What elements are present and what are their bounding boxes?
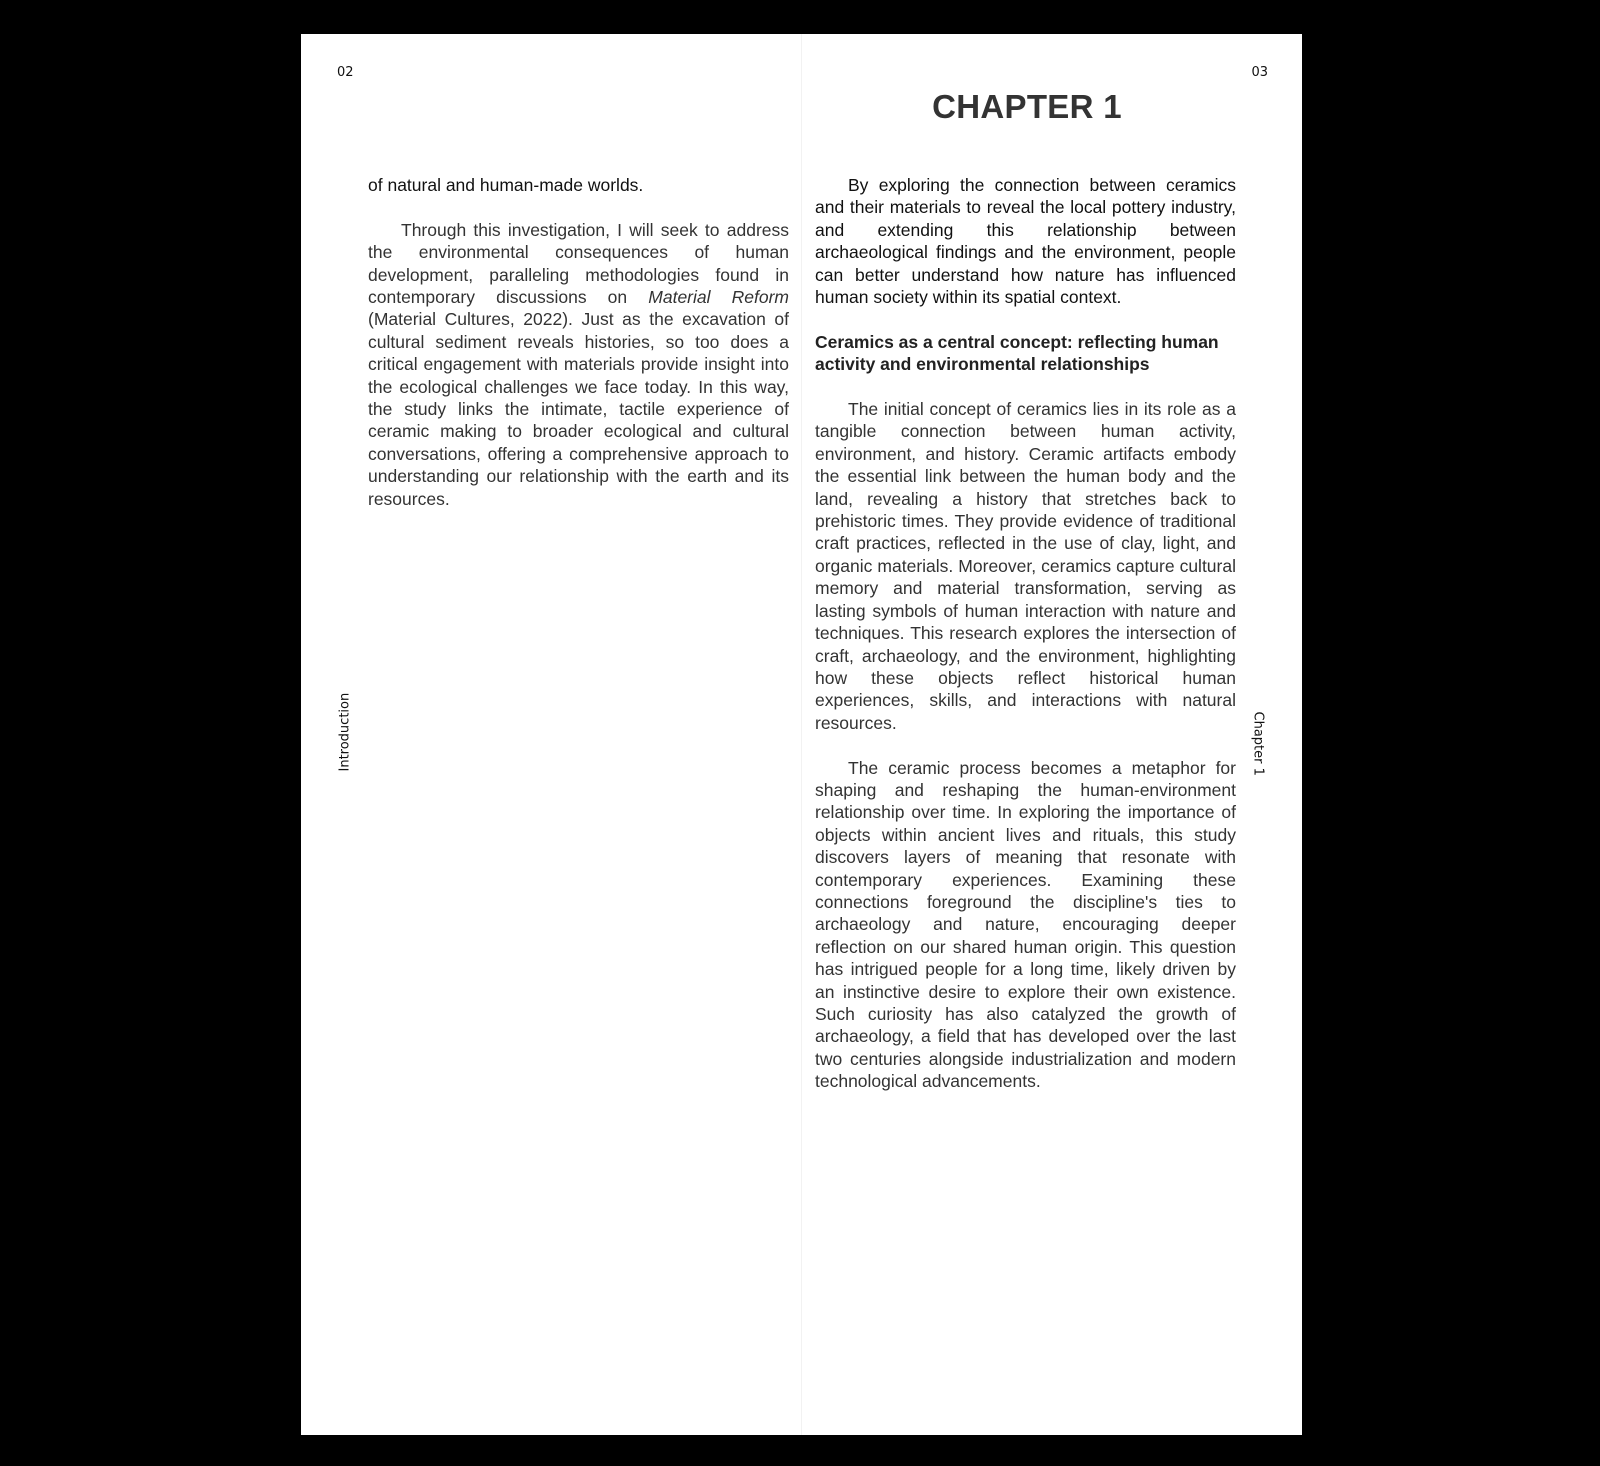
right-page [802, 34, 1302, 1435]
paragraph-investigation-text-1: Through this investigation, I will seek to address the environmental consequences of human development, paralleling methodologies found in contemporary discussions on [368, 219, 789, 308]
running-head-chapter: Chapter 1 [1250, 711, 1266, 776]
chapter-title: CHAPTER 1 [932, 88, 1122, 125]
left-text-column [368, 174, 789, 510]
paragraph-investigation [368, 219, 789, 510]
left-page [301, 34, 801, 1435]
paragraph-initial-concept: The initial concept of ceramics lies in its role as a tangible connection between human activity, environment, and history. Ceramic artifacts embody the essential link between the human body and the land, revealing a history that stretches back to prehistoric times. They provide evidence of traditional craft practices, reflected in the use of clay, light, and organic materials. Moreover, ceramics capture cultural memory and material transformation, serving as lasting symbols of human interaction with nature and techniques. This research explores the intersection of craft, archaeology, and the environment, highlighting how these objects reflect historical human experiences, skills, and interactions with natural resources. [815, 399, 1236, 733]
book-spread [301, 34, 1302, 1435]
running-head-introduction: Introduction [337, 692, 353, 772]
right-text-column [815, 174, 1236, 1093]
paragraph-investigation-text-2: (Material Cultures, 2022). Just as the excavation of cultural sediment reveals histories, so too does a critical engagement with materials provide insight into the ecological challenges we face today. In this way, the study links the intimate, tactile experience of ceramic making to broader ecological and cultural conversations, offering a comprehensive approach to understanding our relationship with the earth and its resources. [368, 309, 789, 509]
section-subheading: Ceramics as a central concept: reflecting human activity and environmental relationships [815, 331, 1219, 375]
paragraph-ceramic-process: The ceramic process becomes a metaphor for shaping and reshaping the human-environment relationship over time. In exploring the importance of objects within ancient lives and rituals, this study discovers layers of meaning that resonate with contemporary experiences. Examining these connections foreground the discipline's ties to archaeology and nature, encouraging deeper reflection on our shared human origin. This question has intrigued people for a long time, likely driven by an instinctive desire to explore their own existence. Such curiosity has also catalyzed the growth of archaeology, a field that has developed over the last two centuries alongside industrialization and modern technological advancements. [815, 757, 1236, 1092]
intro-paragraph: By exploring the connection between ceramics and their materials to reveal the local pottery industry, and extending this relationship between archaeological findings and the environment, people can better understand how nature has influenced human society within its spatial context. [815, 175, 1236, 308]
page-number-right: 03 [1251, 65, 1268, 80]
material-reform-italic: Material Reform [648, 287, 789, 308]
paragraph-continuation: of natural and human-made worlds. [368, 175, 644, 195]
page-number-left: 02 [337, 65, 354, 80]
